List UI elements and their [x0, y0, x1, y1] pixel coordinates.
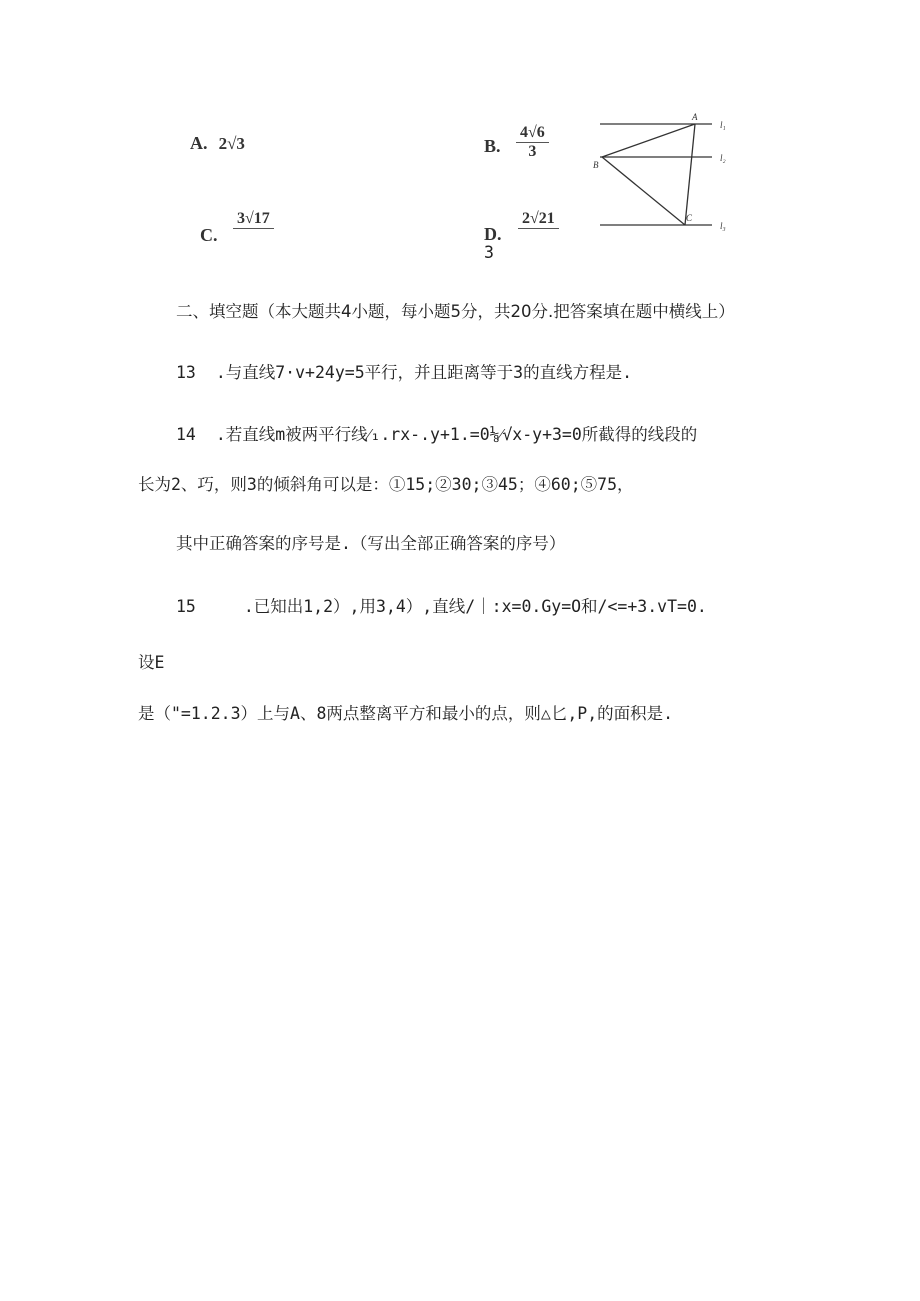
option-b-numerator: 4√6: [516, 124, 549, 143]
option-d-numerator: 2√21: [518, 210, 559, 229]
option-a: [190, 133, 245, 154]
parallel-lines-figure: [590, 110, 740, 235]
option-c-numerator: 3√17: [233, 210, 274, 229]
question-15-text-1: .已知出1,2）,用3,4）,直线/｜:x=0.Gy=O和/<=+3.vT=0.: [243, 597, 707, 616]
question-13-number: 13: [176, 363, 196, 382]
option-a-letter: A.: [190, 133, 208, 153]
option-a-value: 2√3: [218, 134, 245, 153]
question-13-text: .与直线7·v+24y=5平行，并且距离等于3的直线方程是.: [215, 363, 633, 382]
question-15-number: 15: [176, 597, 196, 616]
segment-ab: [602, 124, 695, 157]
option-c-letter: C.: [200, 225, 218, 245]
segment-ac: [685, 124, 695, 225]
question-13: [176, 359, 632, 383]
option-d-letter: D.: [484, 224, 502, 244]
question-14-line-3: 其中正确答案的序号是.（写出全部正确答案的序号）: [176, 534, 566, 553]
question-15-line-2: 设E: [138, 653, 165, 672]
question-14-line-1: [176, 421, 697, 445]
point-label-b: B: [593, 160, 599, 170]
question-14-line-2: 长为2、巧，则3的倾斜角可以是：①15;②30;③45；④60;⑤75，: [138, 475, 634, 494]
option-d-denominator: 3: [484, 243, 494, 262]
line-label-l3: l₃: [720, 221, 726, 231]
question-15-line-3: 是（"=1.2.3）上与A、8两点整离平方和最小的点，则△匕,P,的面积是.: [138, 704, 674, 723]
question-14-text-1: .若直线m被两平行线⁄₁.rx-.y+1.=0⅛⁄√x-y+3=0所截得的线段的: [215, 425, 698, 444]
line-label-l1: l₁: [720, 120, 726, 130]
option-b-letter: B.: [484, 136, 501, 156]
option-b-fraction: [516, 124, 549, 161]
line-label-l2: l₂: [720, 153, 726, 163]
option-b-denominator: 3: [528, 143, 537, 160]
point-label-a: A: [692, 112, 698, 122]
section-heading: 二、填空题（本大题共4小题，每小题5分，共20分.把答案填在题中横线上）: [176, 302, 735, 321]
option-d-fraction: [518, 210, 559, 229]
segment-bc: [602, 157, 685, 225]
question-15-line-1: [176, 593, 707, 617]
question-14-number: 14: [176, 425, 196, 444]
point-label-c: C: [686, 213, 693, 223]
option-c-fraction: [233, 210, 274, 229]
